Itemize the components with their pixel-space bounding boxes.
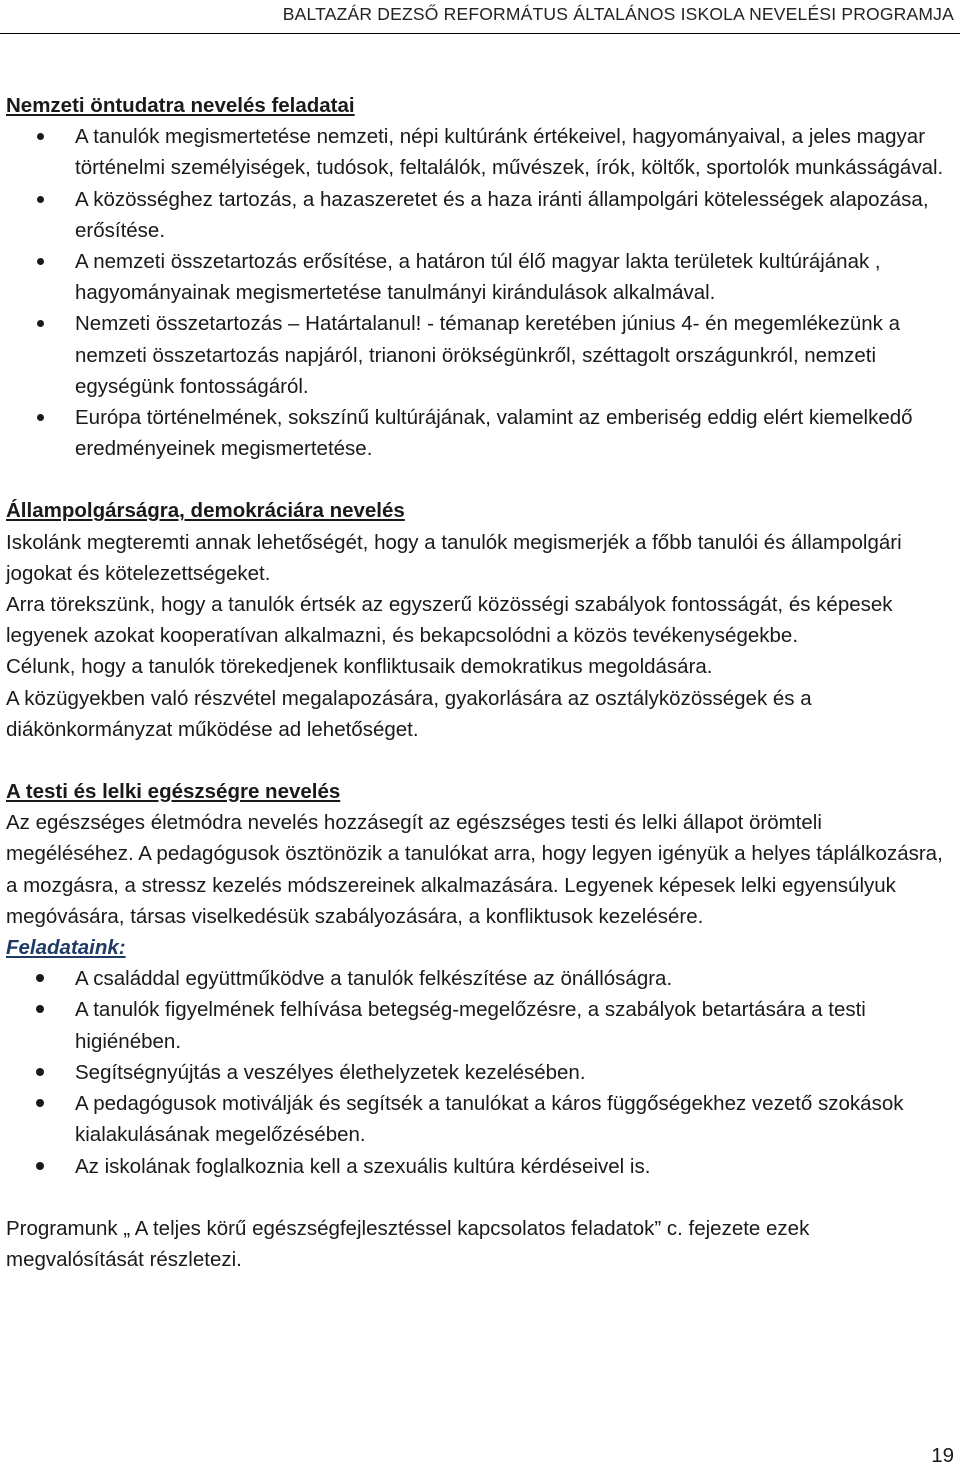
section-heading-health: A testi és lelki egészségre nevelés — [6, 780, 341, 804]
paragraph: Arra törekszünk, hogy a tanulók értsék az egyszerű közösségi szabályok fontosságát, és képesek legyenek azokat kooperatívan alkalmazni, és bekapcsolódni a közös tevékenységekbe. — [6, 593, 893, 648]
list-item: Nemzeti összetartozás – Határtalanul! - témanap keretében június 4- én megemlékezünk a nemzeti összetartozás napjáról, trianoni örökségünkről, széttagolt országunkról, nemzeti egységünk fontosságáról. — [6, 308, 950, 402]
list-item: A családdal együttműködve a tanulók felkészítése az önállóságra. — [6, 963, 950, 994]
national-tasks-list — [6, 121, 950, 464]
paragraph: Az egészséges életmódra nevelés hozzásegít az egészséges testi és lelki állapot örömteli megéléséhez. A pedagógusok ösztönözik a tanulókat arra, hogy legyen igényük a helyes táplálkozásra, a mozgásra, a stressz kezelés módszereinek alkalmazására. Legyenek képesek lelki egyensúlyuk megóvására, társas viselkedésük szabályozására, a konfliktusok kezelésére. — [6, 811, 943, 928]
paragraph: A közügyekben való részvétel megalapozására, gyakorlására az osztályközösségek és a diákönkormányzat működése ad lehetőséget. — [6, 686, 812, 741]
list-item: Segítségnyújtás a veszélyes élethelyzetek kezelésében. — [6, 1057, 950, 1088]
paragraph: Iskolánk megteremti annak lehetőségét, hogy a tanulók megismerjék a főbb tanulói és állampolgári jogokat és kötelezettségeket. — [6, 530, 902, 585]
list-item: A pedagógusok motiválják és segítsék a tanulókat a káros függőségekhez vezető szokások kialakulásának megelőzésében. — [6, 1088, 950, 1150]
paragraph: Célunk, hogy a tanulók törekedjenek konfliktusaik demokratikus megoldására. — [6, 655, 713, 679]
closing-paragraph: Programunk „ A teljes körű egészségfejlesztéssel kapcsolatos feladatok” c. fejezete ezek megvalósítását részletezi. — [6, 1216, 810, 1271]
health-tasks-list — [6, 963, 950, 1181]
tasks-label: Feladataink: — [6, 936, 126, 960]
list-item: A tanulók figyelmének felhívása betegség-megelőzésre, a szabályok betartására a testi higiénében. — [6, 994, 950, 1056]
header-divider — [0, 33, 960, 34]
list-item: A nemzeti összetartozás erősítése, a határon túl élő magyar lakta területek kultúrájának , hagyományainak megismertetése tanulmányi kirándulások alkalmával. — [6, 246, 950, 308]
page-header: BALTAZÁR DEZSŐ REFORMÁTUS ÁLTALÁNOS ISKOLA NEVELÉSI PROGRAMJA — [282, 4, 954, 24]
list-item: Az iskolának foglalkoznia kell a szexuális kultúra kérdéseivel is. — [6, 1151, 950, 1182]
section-heading-citizenship: Állampolgárságra, demokráciára nevelés — [6, 499, 405, 523]
list-item: A közösséghez tartozás, a hazaszeretet és a haza iránti állampolgári kötelességek alapozása, erősítése. — [6, 184, 950, 246]
list-item: Európa történelmének, sokszínű kultúrájának, valamint az emberiség eddig elért kiemelkedő eredményeinek megismertetése. — [6, 402, 950, 464]
list-item: A tanulók megismertetése nemzeti, népi kultúránk értékeivel, hagyományaival, a jeles magyar történelmi személyiségek, tudósok, feltalálók, művészek, írók, költők, sportolók munkásságával. — [6, 121, 950, 183]
page-number: 19 — [931, 1444, 954, 1467]
section-heading-national: Nemzeti öntudatra nevelés feladatai — [6, 94, 355, 117]
document-body — [6, 90, 950, 1275]
